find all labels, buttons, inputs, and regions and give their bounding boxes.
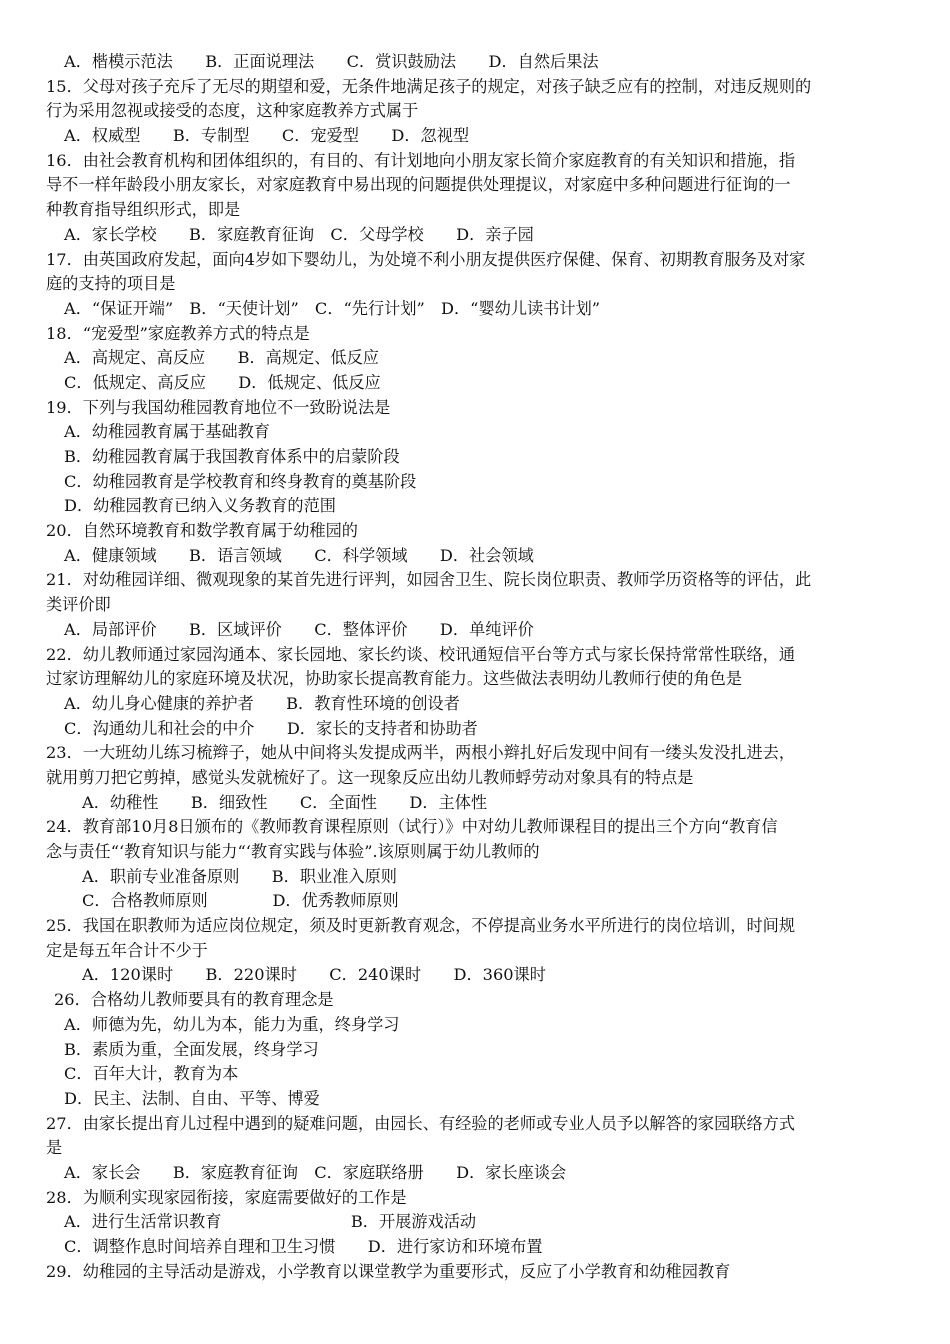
text-line: 导不一样年龄段小朋友家长，对家庭教育中易出现的问题提供处理提议，对家庭中多种问题进行征询的一 [46, 175, 791, 195]
text-line: 29．幼稚园的主导活动是游戏，小学教育以课堂教学为重要形式，反应了小学教育和幼稚园教育 [46, 1261, 731, 1281]
text-line: 定是每五年合计不少于 [46, 940, 208, 960]
text-line: 21．对幼稚园详细、微观现象的某首先进行评判，如园舍卫生、院长岗位职责、教师学历资格等的评估，此 [46, 570, 812, 590]
text-line: 25．我国在职教师为适应岗位规定，须及时更新教育观念，不停提高业务水平所进行的岗位培训，时间规 [46, 916, 796, 936]
text-line: A．进行生活常识教育 B．开展游戏活动 [64, 1212, 477, 1232]
text-line: 15．父母对孩子充斥了无尽的期望和爱，无条件地满足孩子的规定，对孩子缺乏应有的控制，对违反规则的 [46, 76, 812, 96]
text-line: A．家长学校 B．家庭教育征询 C．父母学校 D．亲子园 [64, 224, 534, 244]
text-line: A．师德为先，幼儿为本，能力为重，终身学习 [64, 1014, 400, 1034]
text-line: 16．由社会教育机构和团体组织的，有目的、有计划地向小朋友家长简介家庭教育的有关知识和措施，指 [46, 150, 796, 170]
text-line: 23．一大班幼儿练习梳辫子，她从中间将头发提成两半，两根小辫扎好后发现中间有一缕头发没扎进去， [46, 743, 796, 763]
text-line: C．低规定、高反应 D．低规定、低反应 [64, 372, 381, 392]
text-line: A．幼稚性 B．细致性 C．全面性 D．主体性 [82, 792, 488, 812]
text-line: A．高规定、高反应 B．高规定、低反应 [64, 348, 379, 368]
text-line: 24．教育部10月8日颁布的《教师教育课程原则（试行）》中对幼儿教师课程目的提出三个方向“教育信 [46, 817, 778, 837]
text-line: A．120课时 B．220课时 C．240课时 D．360课时 [82, 965, 546, 985]
text-line: 过家访理解幼儿的家庭环境及状况，协助家长提高教育能力。这些做法表明幼儿教师行使的角色是 [46, 669, 743, 689]
text-line: A．家长会 B．家庭教育征询 C．家庭联络册 D．家长座谈会 [64, 1162, 567, 1182]
text-line: D．民主、法制、自由、平等、博爱 [64, 1088, 320, 1108]
text-line: 是 [46, 1138, 63, 1158]
text-line: 20．自然环境教育和数学教育属于幼稚园的 [46, 521, 358, 541]
text-line: A．楷模示范法 B．正面说理法 C．赏识鼓励法 D．自然后果法 [64, 52, 599, 71]
text-line: C．百年大计，教育为本 [64, 1064, 239, 1084]
text-line: C．合格教师原则 D．优秀教师原则 [82, 891, 399, 911]
text-line: A．幼稚园教育属于基础教育 [64, 422, 270, 442]
text-line: A．健康领域 B．语言领域 C．科学领域 D．社会领域 [64, 545, 534, 565]
text-line: B．素质为重，全面发展，终身学习 [64, 1039, 319, 1059]
text-line: B．幼稚园教育属于我国教育体系中的启蒙阶段 [64, 447, 400, 466]
text-line: 18．“宠爱型”家庭教养方式的特点是 [46, 323, 310, 343]
text-line: C．沟通幼儿和社会的中介 D．家长的支持者和协助者 [64, 718, 478, 738]
text-line: 念与责任“‘教育知识与能力“‘教育实践与体验”.该原则属于幼儿教师的 [46, 842, 540, 861]
text-line: A．“保证开端” B．“天使计划” C．“先行计划” D．“婴幼儿读书计划” [64, 298, 601, 318]
text-line: 19．下列与我国幼稚园教育地位不一致盼说法是 [46, 397, 391, 417]
text-line: D．幼稚园教育已纳入义务教育的范围 [64, 496, 336, 516]
text-line: 行为采用忽视或接受的态度，这种家庭教养方式属于 [46, 101, 419, 121]
text-line: 就用剪刀把它剪掉，感觉头发就梳好了。这一现象反应出幼儿教师蜉劳动对象具有的特点是 [46, 767, 694, 787]
text-line: 27．由家长提出育儿过程中遇到的疑难问题，由园长、有经验的老师或专业人员予以解答的家园联络方式 [46, 1113, 796, 1133]
text-line: 庭的支持的项目是 [46, 274, 176, 294]
text-line: 种教育指导组织形式，即是 [46, 200, 241, 220]
text-line: 类评价即 [46, 595, 111, 615]
text-line: C．幼稚园教育是学校教育和终身教育的奠基阶段 [64, 471, 417, 491]
text-line: 26．合格幼儿教师要具有的教育理念是 [54, 990, 334, 1010]
text-line: 17．由英国政府发起，面向4岁如下婴幼儿，为处境不利小朋友提供医疗保健、保育、初期教育服务及对家 [46, 249, 806, 269]
text-line: A．幼儿身心健康的养护者 B．教育性环境的创设者 [64, 693, 460, 713]
text-line: A．权威型 B．专制型 C．宠爱型 D．忽视型 [64, 126, 470, 146]
text-line: A．职前专业准备原则 B．职业准入原则 [82, 866, 397, 886]
text-line: 22．幼儿教师通过家园沟通本、家长园地、家长约谈、校讯通短信平台等方式与家长保持常常性联络，通 [46, 644, 796, 664]
text-line: A．局部评价 B．区域评价 C．整体评价 D．单纯评价 [64, 619, 534, 639]
text-line: C．调整作息时间培养自理和卫生习惯 D．进行家访和环境布置 [64, 1237, 543, 1256]
text-line: 28．为顺利实现家园衔接，家庭需要做好的工作是 [46, 1187, 407, 1207]
